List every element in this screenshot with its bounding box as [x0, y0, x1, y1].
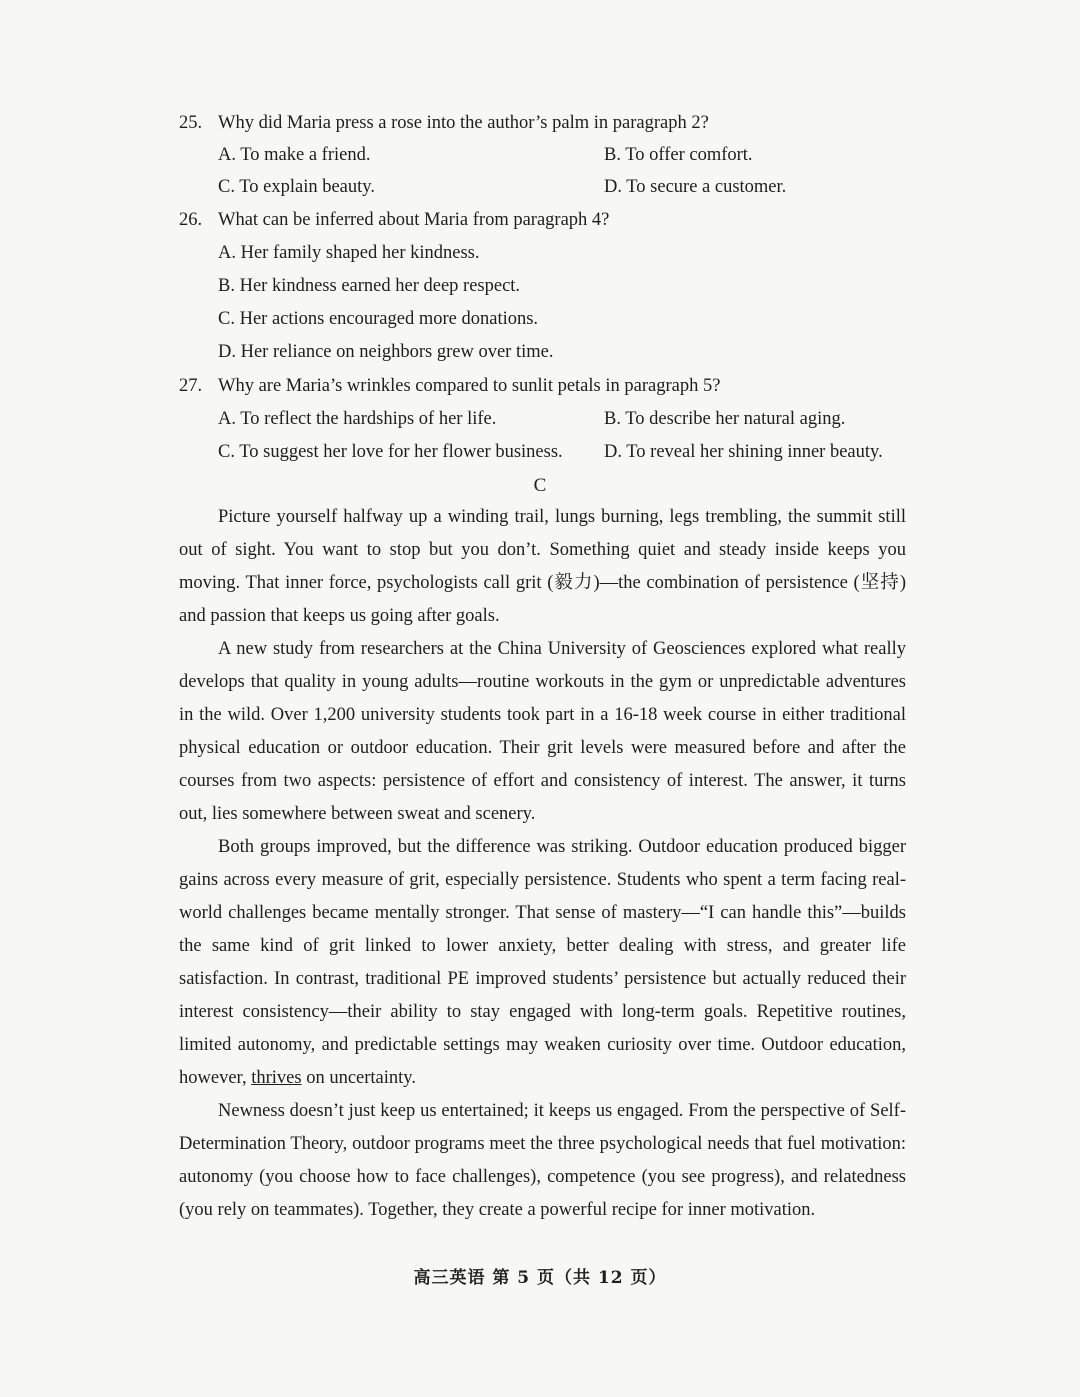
option-26-b: B. Her kindness earned her deep respect. [218, 276, 521, 296]
passage-paragraph-1: Picture yourself halfway up a winding trail, lungs burning, legs trembling, the summit still out of sight. You want to stop but you don’t. Something quiet and steady inside keeps you moving. That inner force, psychologists call grit (毅力)—the combination of persistence (坚持) and passion that keeps us going after goals. [179, 507, 906, 626]
question-25 [179, 111, 709, 135]
question-stem: What can be inferred about Maria from paragraph 4? [218, 210, 610, 230]
section-heading: C [533, 475, 547, 496]
option-25-c: C. To explain beauty. [218, 177, 375, 197]
option-25-b: B. To offer comfort. [604, 145, 753, 165]
question-number: 25. [179, 113, 203, 133]
option-27-c: C. To suggest her love for her flower business. [218, 442, 563, 462]
question-26 [179, 208, 609, 232]
page-footer: 高三英语 第 5 页（共 12 页） [413, 1268, 667, 1288]
option-27-a: A. To reflect the hardships of her life. [218, 409, 497, 429]
option-26-a: A. Her family shaped her kindness. [218, 243, 480, 263]
reading-passage [179, 501, 906, 1227]
question-stem: Why did Maria press a rose into the author’s palm in paragraph 2? [218, 113, 709, 133]
passage-paragraph-2: A new study from researchers at the China University of Geosciences explored what really develops that quality in young adults—routine workouts in the gym or unpredictable adventures in the wild. Over 1,200 university students took part in a 16-18 week course in either traditional physical education or outdoor education. Their grit levels were measured before and after the courses from two aspects: persistence of effort and consistency of interest. The answer, it turns out, lies somewhere between sweat and scenery. [179, 639, 906, 824]
option-27-b: B. To describe her natural aging. [604, 409, 846, 429]
option-25-d: D. To secure a customer. [604, 177, 787, 197]
option-26-d: D. Her reliance on neighbors grew over time. [218, 342, 554, 362]
paragraph-text: Both groups improved, but the difference was striking. Outdoor education produced bigger gains across every measure of grit, especially persistence. Students who spent a term facing real-world challenges became mentally stronger. That sense of mastery—“I can handle this”—builds the same kind of grit linked to lower anxiety, better dealing with stress, and greater life satisfaction. In contrast, traditional PE improved students’ persistence but actually reduced their interest consistency—their ability to stay engaged with long-term goals. Repetitive routines, limited autonomy, and predictable settings may weaken curiosity over time. Outdoor education, however, [179, 837, 906, 1088]
option-27-d: D. To reveal her shining inner beauty. [604, 442, 883, 462]
passage-paragraph-4: Newness doesn’t just keep us entertained; it keeps us engaged. From the perspective of Self-Determination Theory, outdoor programs meet the three psychological needs that fuel motivation: autonomy (you choose how to face challenges), competence (you see progress), and relatedness (you rely on teammates). Together, they create a powerful recipe for inner motivation. [179, 1101, 906, 1220]
paragraph-text: on uncertainty. [301, 1068, 416, 1088]
passage-paragraph-3 [179, 831, 906, 1095]
question-number: 27. [179, 376, 203, 396]
question-number: 26. [179, 210, 203, 230]
option-25-a: A. To make a friend. [218, 145, 371, 165]
underlined-word: thrives [251, 1068, 302, 1088]
option-26-c: C. Her actions encouraged more donations. [218, 309, 539, 329]
question-stem: Why are Maria’s wrinkles compared to sunlit petals in paragraph 5? [218, 376, 721, 396]
question-27 [179, 374, 720, 398]
